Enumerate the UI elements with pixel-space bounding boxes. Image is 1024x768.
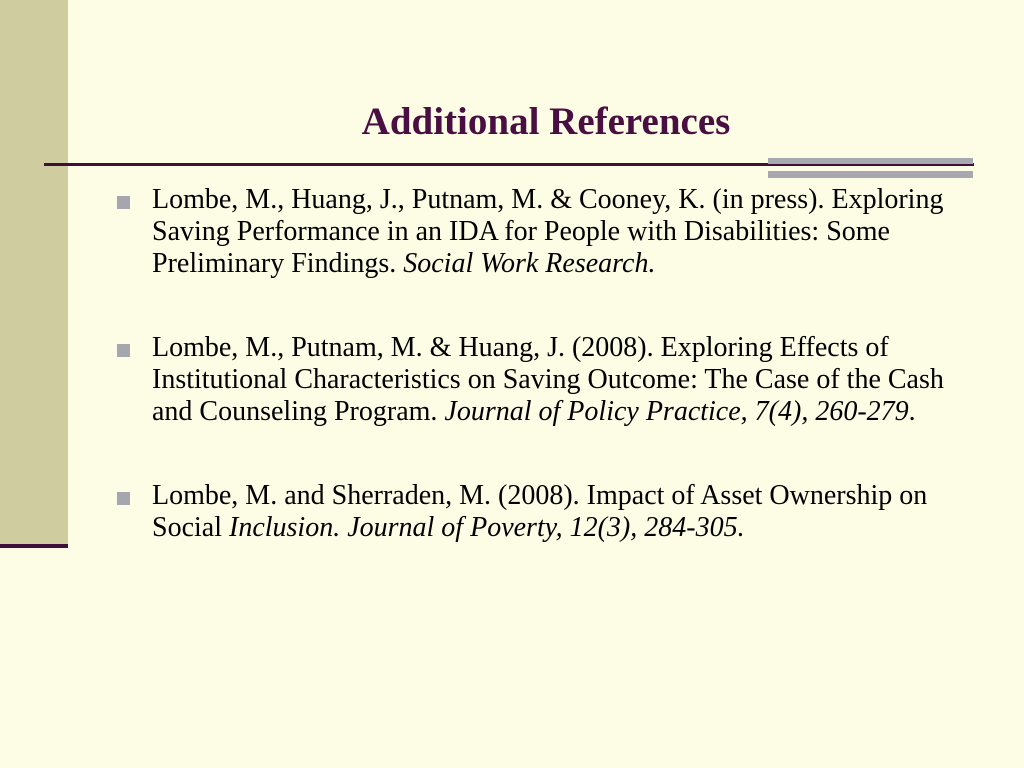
square-bullet-icon (117, 344, 130, 357)
reference-item-2 (112, 332, 962, 428)
reference-1-text: Lombe, M., Huang, J., Putnam, M. & Cooney, K. (in press). Exploring Saving Performance in an IDA for People with Disabilities: Some Preliminary Findings. (152, 184, 944, 279)
reference-3-journal: Inclusion. Journal of Poverty, 12(3), 284-305. (229, 512, 745, 543)
reference-list (112, 184, 962, 596)
reference-3-text: Lombe, M. and Sherraden, M. (2008). Impact of Asset Ownership on Social (152, 480, 928, 543)
reference-2-journal: Journal of Policy Practice, 7(4), 260-279 (444, 396, 909, 427)
square-bullet-icon (117, 492, 130, 505)
square-bullet-icon (117, 196, 130, 209)
reference-item-3 (112, 480, 962, 544)
accent-bar-bottom (768, 171, 973, 178)
reference-2-tail: . (908, 396, 916, 427)
side-decor-band (0, 0, 68, 546)
side-decor-rule (0, 544, 68, 548)
reference-item-1 (112, 184, 962, 280)
accent-bar-top (768, 158, 973, 164)
slide-title: Additional References (361, 100, 731, 144)
reference-2-text: Lombe, M., Putnam, M. & Huang, J. (2008). Exploring Effects of Institutional Characteristics on Saving Outcome: The Case of the Cash and Counseling Program. (152, 332, 944, 427)
reference-1-journal: Social Work Research. (403, 248, 656, 279)
